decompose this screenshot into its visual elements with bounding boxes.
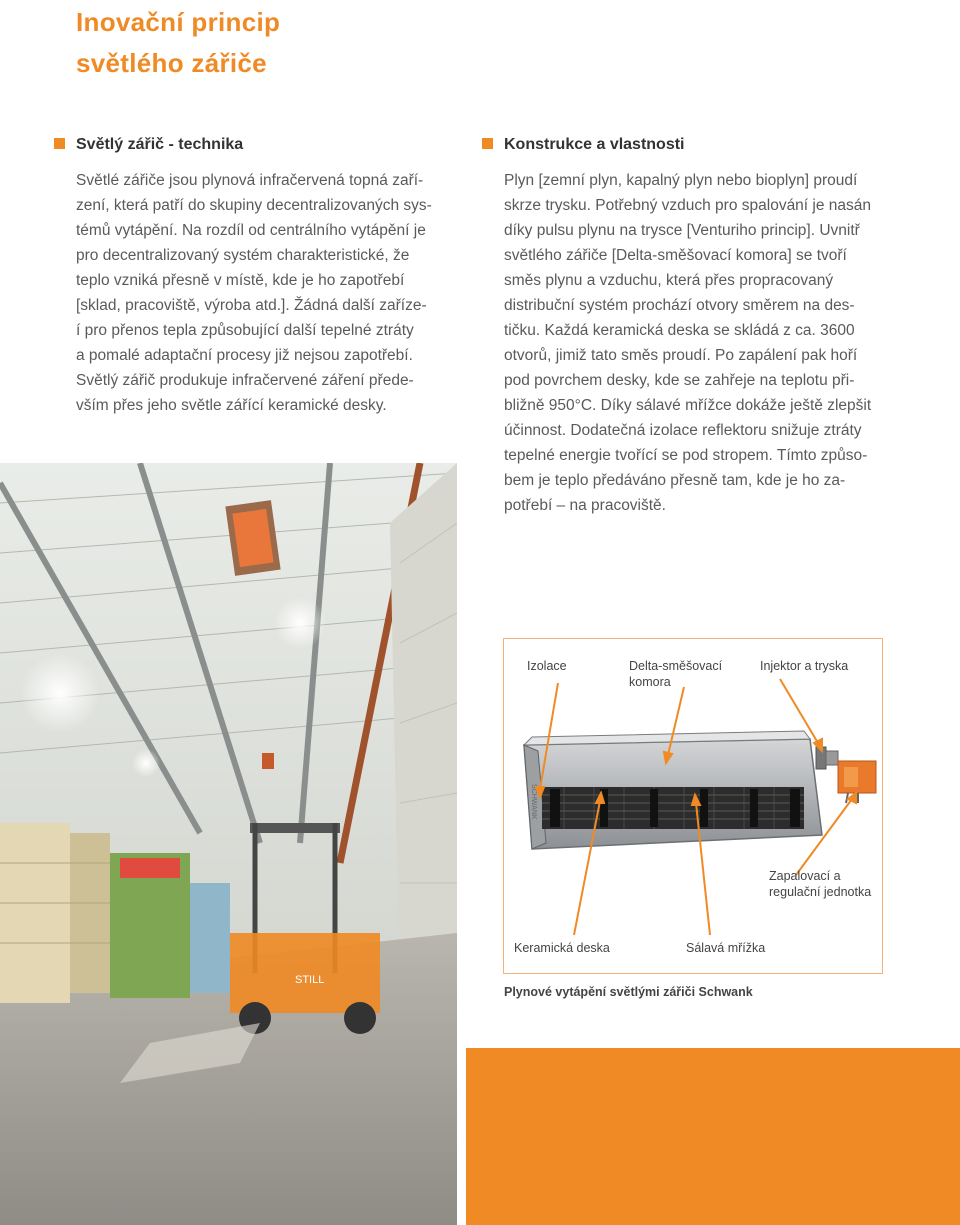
label-delta-komora: Delta-směšovací komora bbox=[629, 659, 723, 689]
diagram-caption: Plynové vytápění světlými zářiči Schwank bbox=[504, 985, 753, 999]
orange-bullet-icon bbox=[54, 138, 65, 149]
label-zapalovaci-jednotka: Zapalovací a regulační jednotka bbox=[769, 869, 872, 899]
orange-bullet-icon bbox=[482, 138, 493, 149]
page-title bbox=[76, 2, 280, 84]
right-section-heading bbox=[504, 135, 685, 155]
heater-diagram bbox=[503, 638, 883, 974]
label-salava-mrizka: Sálavá mřížka bbox=[686, 941, 766, 955]
title-line-2: světlého zářiče bbox=[76, 48, 267, 78]
title-line-1: Inovační princip bbox=[76, 7, 281, 37]
right-paragraph: Plyn [zemní plyn, kapalný plyn nebo bioplyn] proudí skrze trysku. Potřebný vzduch pro spalování je nasán díky pulsu plynu na trysce [Venturiho princip]. Uvnitř světlého zářiče [Delta-směšovací komora] se tvoří směs plynu a vzduchu, která přes propracovaný distribuční systém prochází otvory směrem na des- tičku. Každá keramická deska se skládá z ca. 3600 otvorů, jimiž tato směs proudí. Po zapálení pak hoří pod povrchem desky, kde se zahřeje na teplotu při- bližně 950°C. Díky sálavé mřížce dokáže ještě zlepšit účinnost. Dodatečná izolace reflektoru snižuje ztráty tepelné energie tvořící se pod stropem. Tímto způso- bem je teplo předáváno přesně tam, kde je ho za- potřebí – na pracoviště. bbox=[504, 172, 872, 514]
label-injektor: Injektor a tryska bbox=[760, 659, 849, 673]
warehouse-photo bbox=[0, 463, 457, 1225]
schwank-brand-text: SCHWANK bbox=[530, 784, 537, 820]
right-heading-text: Konstrukce a vlastnosti bbox=[504, 136, 685, 153]
label-izolace: Izolace bbox=[527, 659, 567, 673]
left-paragraph: Světlé zářiče jsou plynová infračervená topná zaří- zení, která patří do skupiny decentralizovaných sys- témů vytápění. Na rozdíl od centrálního vytápění je pro decentralizovaný systém charakteristické, že teplo vzniká přesně v místě, kde je ho zapotřebí [sklad, pracoviště, výroba atd.]. Žádná další zařízе- í pro přenos tepla způsobující další tepelné ztráty a pomalé adaptační procesy již nejsou zapotřebí. Světlý zářič produkuje infračervené záření přede- vším přes jeho světle zářící keramické desky. bbox=[76, 172, 432, 414]
left-heading-text: Světlý zářič - technika bbox=[76, 136, 244, 153]
forklift-brand-text: STILL bbox=[295, 974, 325, 986]
left-section-heading bbox=[76, 135, 243, 155]
label-keramicka-deska: Keramická deska bbox=[514, 941, 610, 955]
orange-accent-panel bbox=[466, 1048, 960, 1225]
